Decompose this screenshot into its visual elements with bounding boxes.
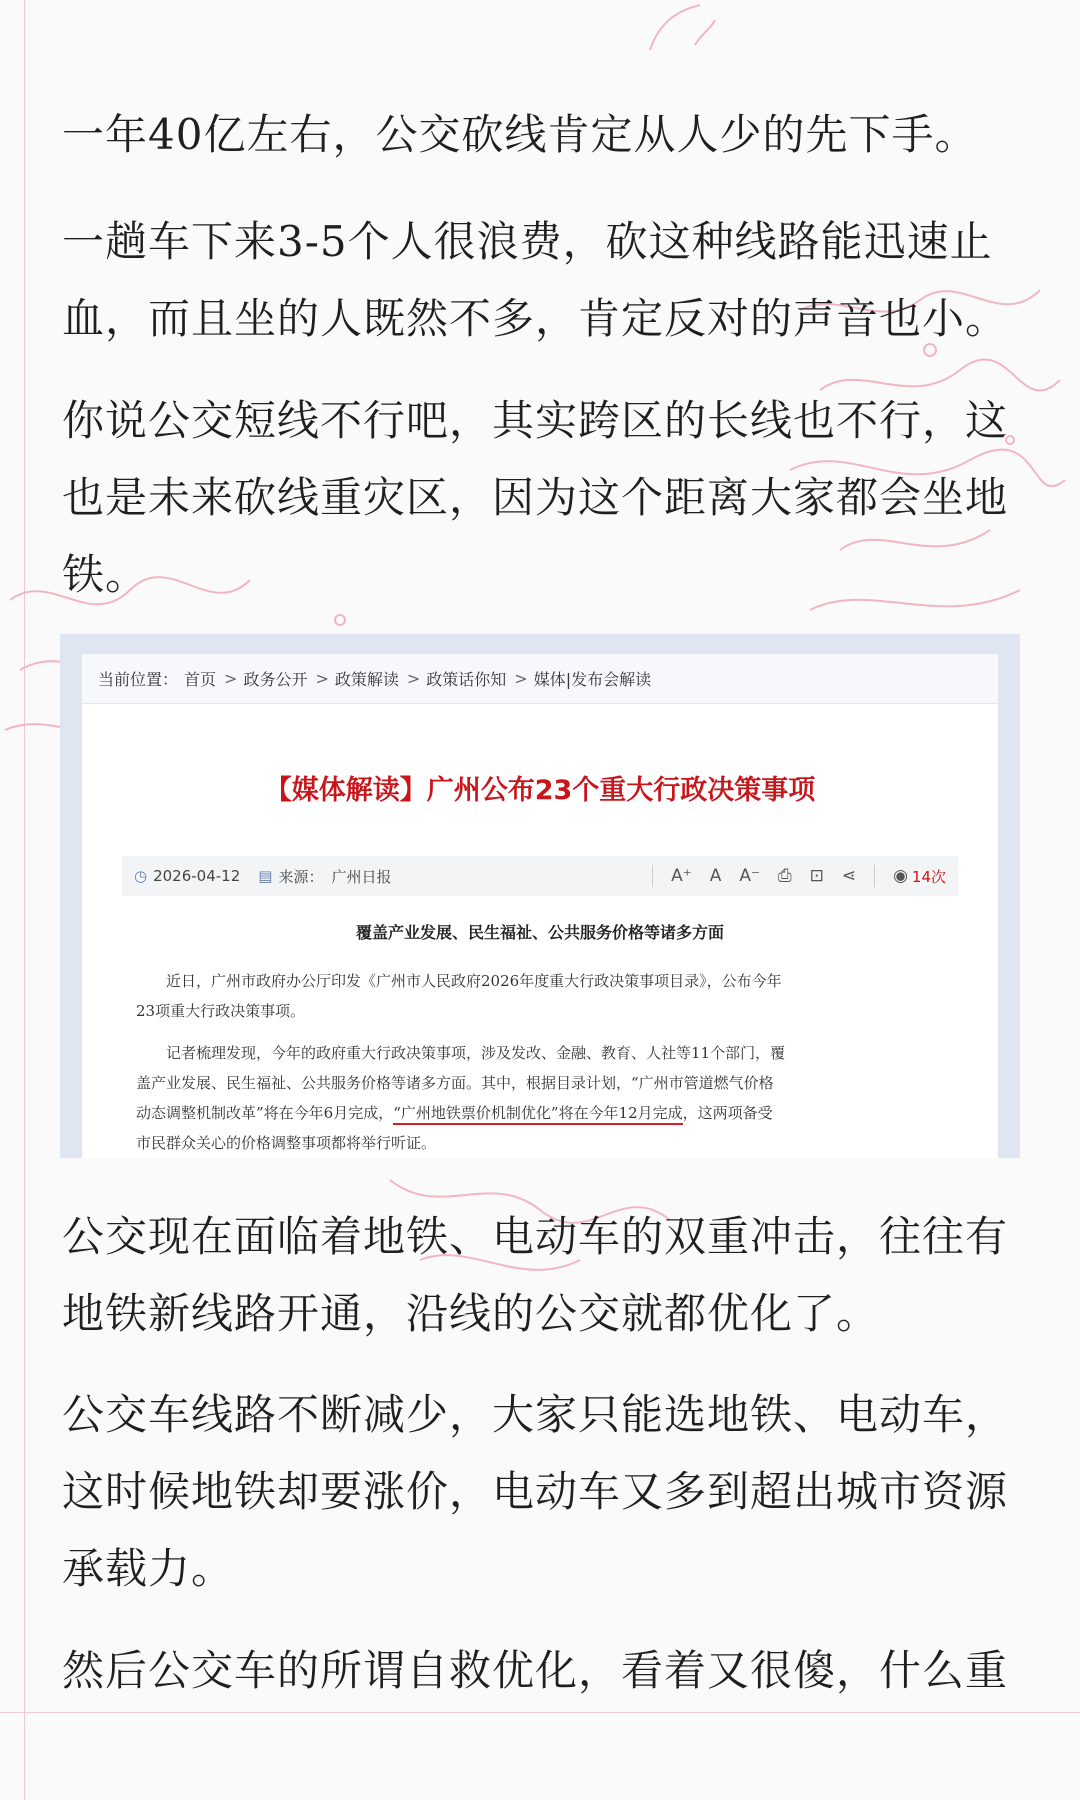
source-label: 来源： bbox=[278, 867, 324, 886]
paragraph-3: 你说公交短线不行吧，其实跨区的长线也不行，这也是未来砍线重灾区，因为这个距离大家都会坐地铁。 bbox=[62, 396, 1009, 599]
breadcrumb-item-policy-explained[interactable]: 政策话你知 bbox=[426, 670, 507, 689]
print-icon[interactable]: ⎙ bbox=[777, 866, 792, 886]
font-increase-icon[interactable]: A⁺ bbox=[671, 866, 692, 886]
font-decrease-icon[interactable]: A⁻ bbox=[739, 866, 760, 886]
article-line: 盖产业发展、民生福祉、公共服务价格等诸多方面。其中，根据目录计划，“广州市管道燃气价格 bbox=[136, 1074, 774, 1092]
paragraph-5: 公交车线路不断减少，大家只能选地铁、电动车，这时候地铁却要涨价，电动车又多到超出城市资源承载力。 bbox=[62, 1390, 1009, 1593]
breadcrumb bbox=[82, 654, 998, 704]
article-line: 市民群众关心的价格调整事项都将举行听证。 bbox=[136, 1134, 437, 1152]
article-line: 近日，广州市政府办公厅印发《广州市人民政府2026年度重大行政决策事项目录》，公布今年 bbox=[166, 972, 782, 990]
highlighted-underline-text: “广州地铁票价机制优化”将在今年12月完成 bbox=[393, 1104, 683, 1122]
divider bbox=[652, 865, 653, 887]
article-line: 23项重大行政决策事项。 bbox=[136, 1002, 306, 1020]
paragraph-6: 然后公交车的所谓自救优化，看着又很傻，什么重 bbox=[62, 1646, 1009, 1695]
article-page bbox=[82, 704, 998, 1158]
article-date: 2026-04-12 bbox=[153, 867, 241, 885]
views-counter bbox=[893, 866, 946, 887]
share-icon[interactable]: ⋖ bbox=[841, 866, 857, 886]
breadcrumb-item-policy-interpretation[interactable]: 政策解读 bbox=[334, 670, 399, 689]
article-title: 【媒体解读】广州公布23个重大行政决策事项 bbox=[264, 775, 816, 806]
font-normal-icon[interactable]: A bbox=[709, 866, 722, 886]
divider bbox=[874, 865, 875, 887]
document-icon: ▤ bbox=[258, 867, 273, 885]
paragraph-4: 公交现在面临着地铁、电动车的双重冲击，往往有地铁新线路开通，沿线的公交就都优化了。 bbox=[62, 1212, 1009, 1338]
article-text: ，这两项备受 bbox=[682, 1104, 773, 1122]
article-meta-bar bbox=[122, 856, 958, 896]
article-tools bbox=[652, 865, 946, 887]
article-line: 记者梳理发现，今年的政府重大行政决策事项，涉及发改、金融、教育、人社等11个部门，覆 bbox=[166, 1044, 786, 1062]
clock-icon: ◷ bbox=[134, 867, 148, 885]
breadcrumb-separator: > bbox=[315, 669, 329, 688]
paragraph-2: 一趟车下来3-5个人很浪费，砍这种线路能迅速止血，而且坐的人既然不多，肯定反对的声音也小。 bbox=[62, 217, 1009, 343]
date-meta bbox=[134, 867, 240, 885]
article-text: 动态调整机制改革”将在今年6月完成， bbox=[136, 1104, 394, 1122]
decorative-doodle-top bbox=[640, 0, 720, 60]
breadcrumb-separator: > bbox=[406, 669, 421, 688]
breadcrumb-separator: > bbox=[514, 669, 528, 688]
breadcrumb-item-home[interactable]: 首页 bbox=[184, 670, 217, 689]
embedded-news-screenshot bbox=[60, 634, 1020, 1158]
breadcrumb-item-media[interactable]: 媒体|发布会解读 bbox=[533, 670, 652, 689]
paragraph-1: 一年40亿左右，公交砍线肯定从人少的先下手。 bbox=[62, 110, 978, 159]
eye-icon: ◉ bbox=[893, 866, 908, 886]
article-subhead: 覆盖产业发展、民生福祉、公共服务价格等诸多方面 bbox=[355, 923, 724, 942]
bookmark-icon[interactable]: ⊡ bbox=[809, 866, 824, 886]
views-count: 14次 bbox=[911, 867, 946, 886]
margin-line-bottom bbox=[0, 1712, 1080, 1713]
margin-line-left bbox=[24, 0, 25, 1800]
article-line-highlighted bbox=[136, 1098, 948, 1128]
breadcrumb-prefix: 当前位置： bbox=[98, 670, 179, 689]
breadcrumb-item-gov-affairs[interactable]: 政务公开 bbox=[243, 670, 308, 689]
source-meta bbox=[258, 866, 391, 887]
breadcrumb-separator: > bbox=[224, 669, 238, 688]
source-name: 广州日报 bbox=[331, 867, 392, 886]
